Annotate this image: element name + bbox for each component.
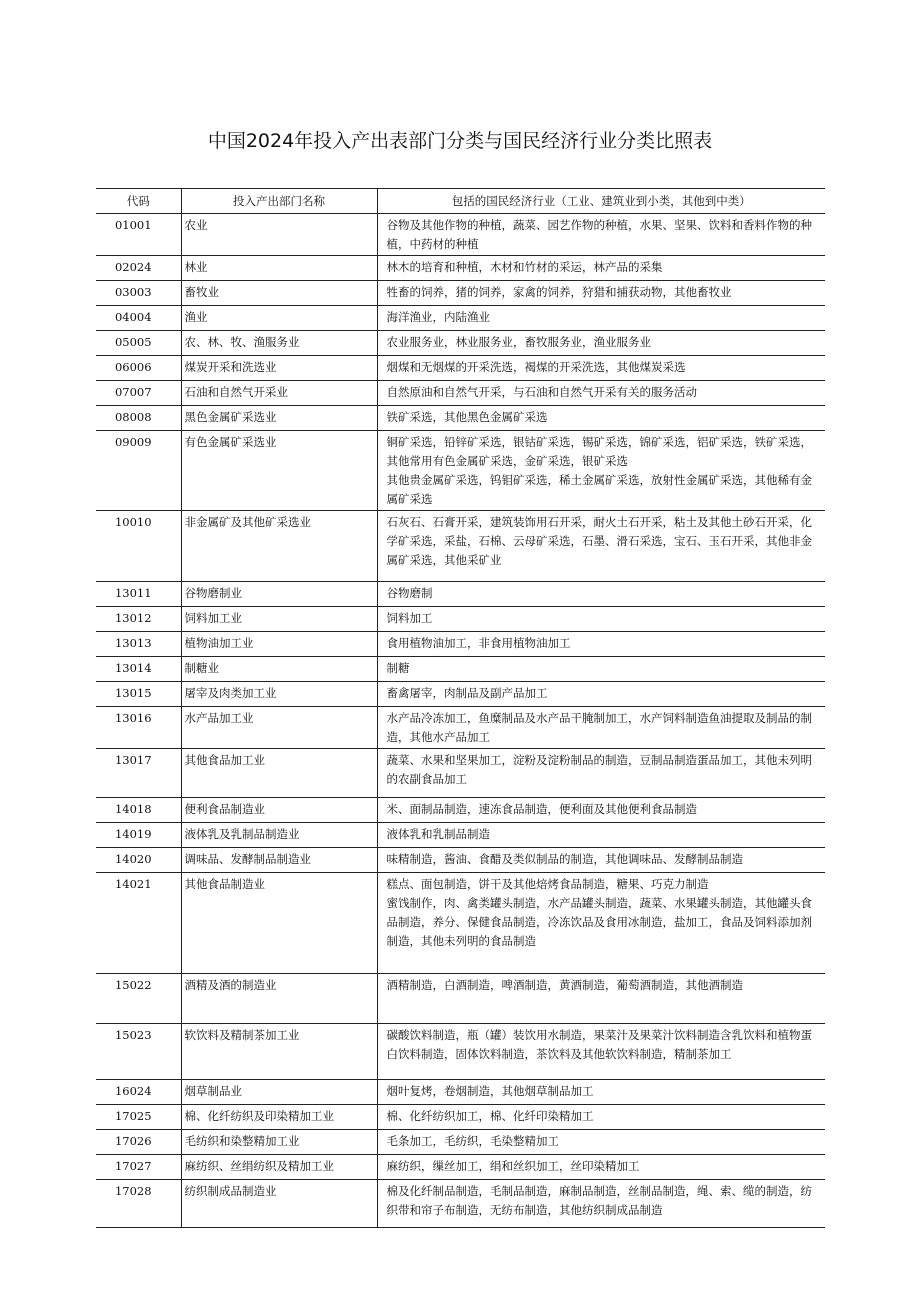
cell-desc-text: 铁矿采选，其他黑色金属矿采选 bbox=[386, 410, 548, 424]
cell-name: 棉、化纤纺织及印染精加工业 bbox=[181, 1105, 377, 1130]
table-row bbox=[96, 214, 825, 256]
cell-code: 15023 bbox=[96, 1024, 181, 1080]
cell-desc bbox=[377, 281, 825, 306]
table-row bbox=[96, 381, 825, 406]
cell-desc-text: 自然原油和自然气开采，与石油和自然气开采有关的服务活动 bbox=[386, 385, 697, 399]
page-title: 中国2024年投入产出表部门分类与国民经济行业分类比照表 bbox=[207, 130, 713, 152]
table-header-row bbox=[96, 189, 825, 214]
cell-code: 14018 bbox=[96, 798, 181, 823]
table-row bbox=[96, 511, 825, 582]
cell-name: 水产品加工业 bbox=[181, 707, 377, 749]
cell-desc-text: 石灰石、石膏开采，建筑装饰用石开采，耐火土石开采，粘土及其他土砂石开采，化学矿采选，采盐，石棉、云母矿采选，石墨、滑石采选，宝石、玉石开采，其他非金属矿采选，其他采矿业 bbox=[386, 515, 812, 567]
table-row bbox=[96, 406, 825, 431]
cell-code: 08008 bbox=[96, 406, 181, 431]
cell-name: 纺织制成品制造业 bbox=[181, 1180, 377, 1228]
cell-code: 04004 bbox=[96, 306, 181, 331]
cell-desc-text: 米、面制品制造，速冻食品制造，便利面及其他便利食品制造 bbox=[386, 802, 697, 816]
cell-code: 17025 bbox=[96, 1105, 181, 1130]
cell-desc-text: 蔬菜、水果和坚果加工，淀粉及淀粉制品的制造，豆制品制造蛋品加工，其他未列明的农副食品加工 bbox=[386, 753, 812, 786]
cell-desc-text: 铜矿采选，铅锌矿采选，银钴矿采选，锡矿采选，锦矿采选，铝矿采选，铁矿采选，其他常用有色金属矿采选，金矿采选，银矿采选 bbox=[386, 435, 812, 468]
table-row bbox=[96, 281, 825, 306]
cell-desc-text: 棉及化纤制品制造，毛制品制造，麻制品制造，丝制品制造，绳、索、缆的制造，纺织带和帘子布制造，无纺布制造，其他纺织制成品制造 bbox=[386, 1184, 812, 1217]
cell-desc-text: 谷物及其他作物的种植，蔬菜、园艺作物的种植，水果、坚果、饮料和香料作物的种植，中药材的种植 bbox=[386, 218, 812, 251]
table-row bbox=[96, 823, 825, 848]
table-row bbox=[96, 1130, 825, 1155]
cell-desc bbox=[377, 848, 825, 873]
table-row bbox=[96, 1024, 825, 1080]
cell-desc bbox=[377, 707, 825, 749]
cell-name: 非金属矿及其他矿采选业 bbox=[181, 511, 377, 582]
cell-code: 17026 bbox=[96, 1130, 181, 1155]
cell-desc-text: 液体乳和乳制品制造 bbox=[386, 827, 490, 841]
cell-name: 麻纺织、丝绢纺织及精加工业 bbox=[181, 1155, 377, 1180]
cell-code: 16024 bbox=[96, 1080, 181, 1105]
cell-desc bbox=[377, 1080, 825, 1105]
cell-desc bbox=[377, 1130, 825, 1155]
table-row bbox=[96, 657, 825, 682]
cell-desc bbox=[377, 632, 825, 657]
cell-name: 屠宰及肉类加工业 bbox=[181, 682, 377, 707]
cell-name: 制糖业 bbox=[181, 657, 377, 682]
cell-desc bbox=[377, 823, 825, 848]
cell-desc bbox=[377, 431, 825, 511]
cell-desc-text: 牲畜的饲养，猪的饲养，家禽的饲养，狩猎和捕获动物，其他畜牧业 bbox=[386, 285, 732, 299]
cell-name: 煤炭开采和洗选业 bbox=[181, 356, 377, 381]
header-name: 投入产出部门名称 bbox=[181, 189, 377, 214]
table-row bbox=[96, 607, 825, 632]
cell-code: 02024 bbox=[96, 256, 181, 281]
table-row bbox=[96, 331, 825, 356]
table-row bbox=[96, 873, 825, 974]
classification-table bbox=[96, 188, 825, 1228]
table-row bbox=[96, 356, 825, 381]
cell-name: 畜牧业 bbox=[181, 281, 377, 306]
cell-code: 13016 bbox=[96, 707, 181, 749]
cell-code: 10010 bbox=[96, 511, 181, 582]
cell-name: 植物油加工业 bbox=[181, 632, 377, 657]
cell-desc bbox=[377, 256, 825, 281]
cell-desc bbox=[377, 331, 825, 356]
cell-code: 09009 bbox=[96, 431, 181, 511]
table-row bbox=[96, 682, 825, 707]
cell-desc bbox=[377, 306, 825, 331]
cell-name: 调味品、发酵制品制造业 bbox=[181, 848, 377, 873]
cell-name: 农业 bbox=[181, 214, 377, 256]
cell-code: 14019 bbox=[96, 823, 181, 848]
cell-desc-text: 味精制造，酱油、食醋及类似制品的制造，其他调味品、发酵制品制造 bbox=[386, 852, 743, 866]
cell-desc-text: 烟叶复烤，卷烟制造，其他烟草制品加工 bbox=[386, 1084, 594, 1098]
cell-code: 06006 bbox=[96, 356, 181, 381]
cell-desc bbox=[377, 607, 825, 632]
cell-code: 13015 bbox=[96, 682, 181, 707]
cell-desc bbox=[377, 356, 825, 381]
cell-desc-text: 酒精制造，白酒制造，啤酒制造，黄酒制造，葡萄酒制造，其他酒制造 bbox=[386, 978, 743, 992]
cell-desc bbox=[377, 1155, 825, 1180]
cell-code: 13012 bbox=[96, 607, 181, 632]
cell-name: 谷物磨制业 bbox=[181, 582, 377, 607]
cell-desc bbox=[377, 749, 825, 798]
cell-name: 林业 bbox=[181, 256, 377, 281]
table-row bbox=[96, 1080, 825, 1105]
cell-desc-text: 烟煤和无烟煤的开采洗选，褐煤的开采洗选，其他煤炭采选 bbox=[386, 360, 686, 374]
cell-desc bbox=[377, 406, 825, 431]
cell-desc bbox=[377, 873, 825, 974]
table-row bbox=[96, 256, 825, 281]
cell-desc-text: 棉、化纤纺织加工，棉、化纤印染精加工 bbox=[386, 1109, 594, 1123]
table-row bbox=[96, 632, 825, 657]
cell-desc-text: 水产品冷冻加工，鱼糜制品及水产品干腌制加工，水产饲料制造鱼油提取及制品的制造，其他水产品加工 bbox=[386, 711, 812, 744]
table-row bbox=[96, 1180, 825, 1228]
table-row bbox=[96, 848, 825, 873]
cell-code: 17028 bbox=[96, 1180, 181, 1228]
cell-name: 便利食品制造业 bbox=[181, 798, 377, 823]
cell-desc bbox=[377, 1180, 825, 1228]
table-row bbox=[96, 582, 825, 607]
cell-name: 液体乳及乳制品制造业 bbox=[181, 823, 377, 848]
cell-code: 07007 bbox=[96, 381, 181, 406]
cell-code: 13017 bbox=[96, 749, 181, 798]
cell-desc-text-continued: 蜜饯制作，肉、禽类罐头制造，水产品罐头制造，蔬菜、水果罐头制造，其他罐头食品制造，养分、保健食品制造，冷冻饮品及食用冰制造，盐加工，食品及饲料添加剂制造，其他未列明的食品制造 bbox=[386, 896, 812, 948]
cell-name: 有色金属矿采选业 bbox=[181, 431, 377, 511]
cell-desc-text: 谷物磨制 bbox=[386, 586, 433, 600]
cell-desc bbox=[377, 1024, 825, 1080]
cell-desc bbox=[377, 682, 825, 707]
cell-name: 软饮料及精制茶加工业 bbox=[181, 1024, 377, 1080]
cell-code: 14020 bbox=[96, 848, 181, 873]
cell-desc-text: 畜禽屠宰，肉制品及副产品加工 bbox=[386, 686, 548, 700]
cell-desc-text: 毛条加工，毛纺织，毛染整精加工 bbox=[386, 1134, 559, 1148]
cell-code: 13011 bbox=[96, 582, 181, 607]
cell-code: 03003 bbox=[96, 281, 181, 306]
cell-name: 农、林、牧、渔服务业 bbox=[181, 331, 377, 356]
cell-desc bbox=[377, 511, 825, 582]
cell-name: 石油和自然气开采业 bbox=[181, 381, 377, 406]
cell-code: 15022 bbox=[96, 974, 181, 1024]
cell-name: 其他食品制造业 bbox=[181, 873, 377, 974]
cell-code: 13013 bbox=[96, 632, 181, 657]
header-desc: 包括的国民经济行业（工业、建筑业到小类，其他到中类） bbox=[377, 189, 825, 214]
cell-desc-text: 饲料加工 bbox=[386, 611, 433, 625]
cell-code: 05005 bbox=[96, 331, 181, 356]
cell-desc bbox=[377, 1105, 825, 1130]
cell-desc bbox=[377, 582, 825, 607]
table-row bbox=[96, 306, 825, 331]
cell-desc-text: 糕点、面包制造，饼干及其他焙烤食品制造，糖果、巧克力制造 bbox=[386, 877, 709, 891]
table-row bbox=[96, 798, 825, 823]
cell-desc bbox=[377, 214, 825, 256]
cell-desc bbox=[377, 657, 825, 682]
table-row bbox=[96, 431, 825, 511]
table-row bbox=[96, 749, 825, 798]
cell-desc-text: 农业服务业，林业服务业，畜牧服务业，渔业服务业 bbox=[386, 335, 651, 349]
table-row bbox=[96, 1105, 825, 1130]
cell-desc bbox=[377, 381, 825, 406]
cell-desc-text: 食用植物油加工，非食用植物油加工 bbox=[386, 636, 571, 650]
cell-desc-text-continued: 其他贵金属矿采选，钨钼矿采选，稀土金属矿采选，放射性金属矿采选，其他稀有金属矿采选 bbox=[386, 473, 812, 506]
cell-desc bbox=[377, 974, 825, 1024]
cell-desc-text: 制糖 bbox=[386, 661, 410, 675]
cell-desc-text: 海洋渔业，内陆渔业 bbox=[386, 310, 490, 324]
cell-name: 渔业 bbox=[181, 306, 377, 331]
cell-name: 烟草制品业 bbox=[181, 1080, 377, 1105]
cell-name: 黑色金属矿采选业 bbox=[181, 406, 377, 431]
cell-code: 14021 bbox=[96, 873, 181, 974]
cell-desc-text: 碳酸饮料制造，瓶（罐）装饮用水制造，果菜汁及果菜汁饮料制造含乳饮料和植物蛋白饮料制造，固体饮料制造，茶饮料及其他软饮料制造，精制茶加工 bbox=[386, 1028, 812, 1061]
table-row bbox=[96, 707, 825, 749]
cell-desc-text: 林木的培育和种植，木材和竹材的采运，林产品的采集 bbox=[386, 260, 663, 274]
cell-code: 01001 bbox=[96, 214, 181, 256]
cell-name: 其他食品加工业 bbox=[181, 749, 377, 798]
cell-desc bbox=[377, 798, 825, 823]
cell-desc-text: 麻纺织，缫丝加工，绢和丝织加工，丝印染精加工 bbox=[386, 1159, 640, 1173]
table-row bbox=[96, 1155, 825, 1180]
table-row bbox=[96, 974, 825, 1024]
cell-name: 毛纺织和染整精加工业 bbox=[181, 1130, 377, 1155]
cell-name: 酒精及酒的制造业 bbox=[181, 974, 377, 1024]
header-code: 代码 bbox=[96, 189, 181, 214]
cell-code: 17027 bbox=[96, 1155, 181, 1180]
cell-name: 饲料加工业 bbox=[181, 607, 377, 632]
cell-code: 13014 bbox=[96, 657, 181, 682]
